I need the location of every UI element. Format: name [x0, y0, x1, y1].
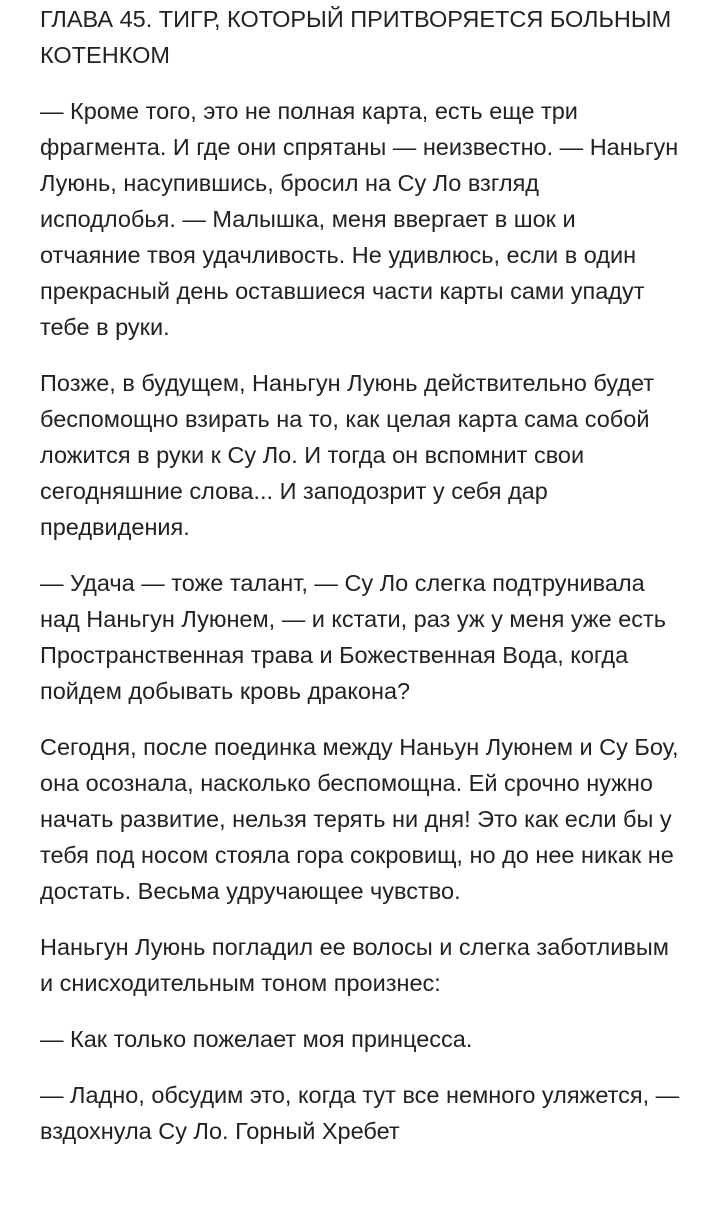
paragraph-4: Сегодня, после поединка между Наньун Луюнем и Су Боу, она осознала, насколько беспомощна. Ей срочно нужно начать развитие, нельзя терять ни дня! Это как если бы у тебя под носом стояла гора сокровищ, но до нее никак не достать. Весьма удручающее чувство.: [40, 734, 679, 904]
chapter-title: ГЛАВА 45. ТИГР, КОТОРЫЙ ПРИТВОРЯЕТСЯ БОЛЬНЫМ КОТЕНКОМ: [40, 6, 672, 68]
paragraph-2: Позже, в будущем, Наньгун Луюнь действительно будет беспомощно взирать на то, как целая карта сама собой ложится в руки к Су Ло. И тогда он вспомнит свои сегодняшние слова... И заподозрит у себя дар предвидения.: [40, 370, 654, 540]
paragraph-5: Наньгун Луюнь погладил ее волосы и слегка заботливым и снисходительным тоном произнес:: [40, 934, 669, 996]
paragraph-6: — Как только пожелает моя принцесса.: [40, 1026, 473, 1052]
paragraph-3: — Удача — тоже талант, — Су Ло слегка подтрунивала над Наньгун Луюнем, — и кстати, раз уж у меня уже есть Пространственная трава и Божественная Вода, когда пойдем добывать кровь дракона?: [40, 570, 667, 704]
paragraph-1: — Кроме того, это не полная карта, есть еще три фрагмента. И где они спрятаны — неизвестно. — Наньгун Луюнь, насупившись, бросил на Су Ло взгляд исподлобья. — Малышка, меня ввергает в шок и отчаяние твоя удачливость. Не удивлюсь, если в один прекрасный день оставшиеся части карты сами упадут тебе в руки.: [40, 98, 679, 340]
paragraph-7: — Ладно, обсудим это, когда тут все немного уляжется, — вздохнула Су Ло. Горный Хребет: [40, 1082, 680, 1144]
